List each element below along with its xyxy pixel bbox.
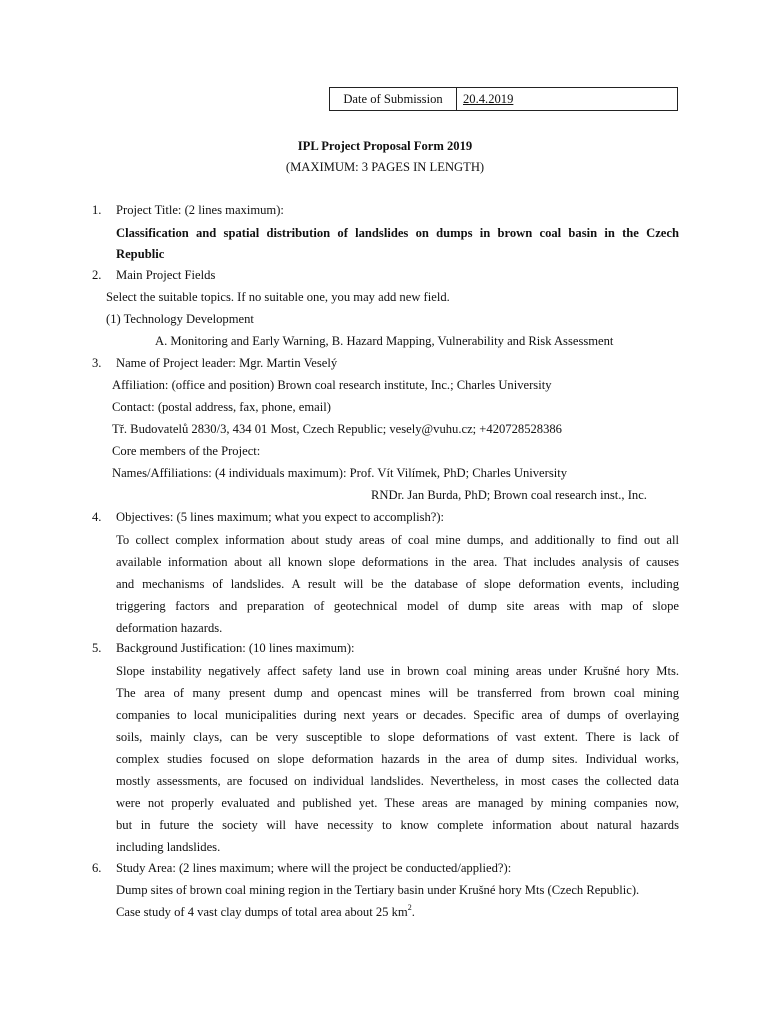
- background-line: complex studies focused on slope deformation hazards in the area of dump sites. Individual works,: [116, 752, 679, 766]
- background-line: were not properly evaluated and published yet. These areas are managed by mining companies now,: [116, 796, 679, 810]
- background-line: Slope instability negatively affect safety land use in brown coal mining areas under Krušné hory Mts.: [116, 664, 679, 678]
- objectives-line: available information about all known slope deformations in the area. That includes analysis of causes: [116, 555, 679, 569]
- objectives-line: deformation hazards.: [116, 621, 223, 635]
- field-topics: A. Monitoring and Early Warning, B. Hazard Mapping, Vulnerability and Risk Assessment: [155, 334, 614, 348]
- objectives-line: To collect complex information about study areas of coal mine dumps, and additionally to find out all: [116, 533, 679, 547]
- section-3-number: 3.: [92, 356, 102, 370]
- leader-affiliation: Affiliation: (office and position) Brown coal research institute, Inc.; Charles University: [112, 378, 552, 392]
- project-leader: Name of Project leader: Mgr. Martin Veselý: [116, 356, 338, 370]
- section-2-heading: Main Project Fields: [116, 268, 216, 282]
- section-6-number: 6.: [92, 861, 102, 875]
- submission-date: 20.4.2019: [463, 91, 514, 106]
- project-title-line-1: Classification and spatial distribution of landslides on dumps in brown coal basin in the Czech: [116, 226, 679, 240]
- section-4-number: 4.: [92, 510, 102, 524]
- contact-details: Tř. Budovatelů 2830/3, 434 01 Most, Czech Republic; vesely@vuhu.cz; +420728528386: [112, 422, 562, 436]
- background-line: The area of many present dump and opencast mines will be transferred from brown coal mining: [116, 686, 679, 700]
- field-technology-development: (1) Technology Development: [106, 312, 254, 326]
- section-4-heading: Objectives: (5 lines maximum; what you expect to accomplish?):: [116, 510, 445, 524]
- superscript-2: 2: [407, 903, 412, 912]
- contact-label: Contact: (postal address, fax, phone, email): [112, 400, 331, 414]
- study-area-line-1: Dump sites of brown coal mining region in the Tertiary basin under Krušné hory Mts (Czech Republic).: [116, 883, 640, 897]
- background-line: including landslides.: [116, 840, 221, 854]
- section-1-number: 1.: [92, 203, 102, 217]
- background-line: but in future the society will have necessity to know complete information about natural hazards: [116, 818, 679, 832]
- project-title-line-2: Republic: [116, 247, 165, 261]
- core-members-line-2: RNDr. Jan Burda, PhD; Brown coal research inst., Inc.: [371, 488, 647, 502]
- objectives-line: triggering factors and preparation of geotechnical model of dump site areas with map of slope: [116, 599, 679, 613]
- background-line: companies to local municipalities during next years or decades. Specific area of dumps of overlaying: [116, 708, 679, 722]
- section-5-number: 5.: [92, 641, 102, 655]
- background-line: mostly assessments, are focused on individual landslides. Nevertheless, in most cases the collected data: [116, 774, 679, 788]
- objectives-line: and mechanisms of landslides. A result will be the database of slope deformation events, including: [116, 577, 679, 591]
- core-members-label: Core members of the Project:: [112, 444, 261, 458]
- section-6-heading: Study Area: (2 lines maximum; where will the project be conducted/applied?):: [116, 861, 512, 875]
- section-2-number: 2.: [92, 268, 102, 282]
- study-area-line-2: Case study of 4 vast clay dumps of total area about 25 $km^2$.: [116, 903, 415, 919]
- form-title: IPL Project Proposal Form 2019: [297, 139, 473, 153]
- section-5-heading: Background Justification: (10 lines maximum):: [116, 641, 355, 655]
- core-members-line-1: Names/Affiliations: (4 individuals maximum): Prof. Vít Vilímek, PhD; Charles University: [112, 466, 568, 480]
- fields-instruction: Select the suitable topics. If no suitable one, you may add new field.: [106, 290, 450, 304]
- submission-table: [329, 87, 678, 111]
- background-line: soils, mainly clays, can be very susceptible to slope deformations of vast extent. There is lack of: [116, 730, 679, 744]
- form-subtitle: (MAXIMUM: 3 PAGES IN LENGTH): [285, 160, 485, 174]
- section-1-heading: Project Title: (2 lines maximum):: [116, 203, 284, 217]
- submission-label: Date of Submission: [330, 88, 457, 110]
